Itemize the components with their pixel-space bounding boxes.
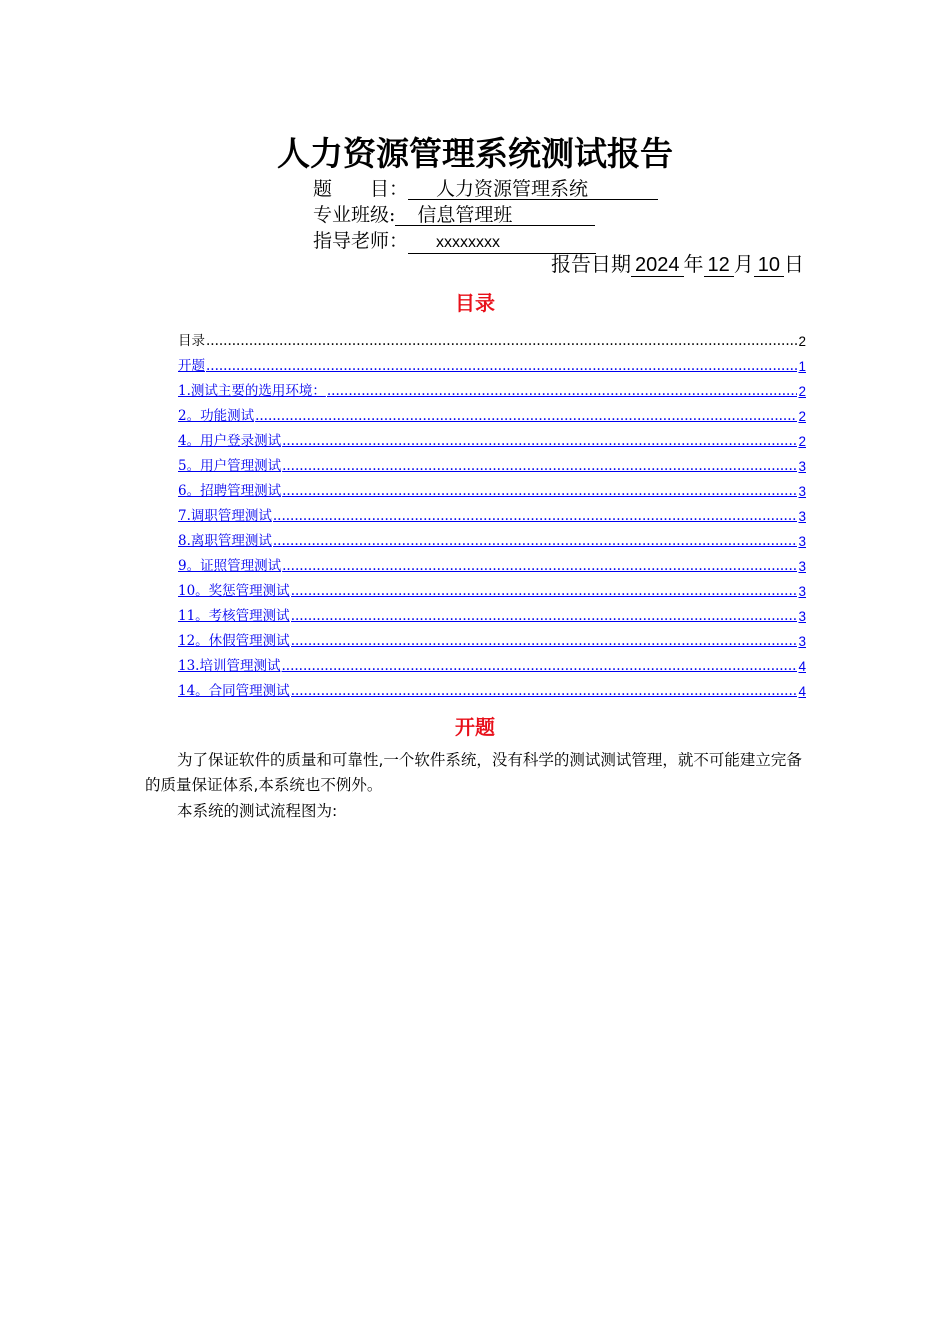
toc-entry-page: 2 xyxy=(798,334,806,349)
toc-entry-text: 12。休假管理测试 xyxy=(178,633,290,649)
teacher-label: 指导老师： xyxy=(313,230,409,252)
toc-entry-text: 4。用户登录测试 xyxy=(178,433,282,449)
toc-entry-page: 3 xyxy=(798,509,806,524)
toc-leader xyxy=(273,533,798,549)
date-year: 2024 xyxy=(631,254,684,277)
topic-label: 题 目： xyxy=(313,178,409,200)
toc-entry xyxy=(178,324,806,349)
toc-leader xyxy=(291,608,798,624)
toc-leader xyxy=(273,508,798,524)
date-year-unit: 年 xyxy=(683,252,704,276)
toc-entry-text: 1.测试主要的选用环境： xyxy=(178,383,326,399)
toc-entry-page: 3 xyxy=(798,559,806,574)
toc-entry-text: 9。证照管理测试 xyxy=(178,558,282,574)
body-paragraph: 为了保证软件的质量和可靠性,一个软件系统，没有科学的测试测试管理，就不可能建立完备的质量保证体系,本系统也不例外。 xyxy=(145,751,802,794)
toc-entry-text: 13.培训管理测试 xyxy=(178,658,281,674)
toc-entry-page: 3 xyxy=(798,459,806,474)
toc-link[interactable] xyxy=(178,674,806,699)
meta-class xyxy=(313,200,595,227)
toc-entry-page: 2 xyxy=(798,409,806,424)
toc-entry-page: 3 xyxy=(798,584,806,599)
body-paragraph: 本系统的测试流程图为: xyxy=(177,802,338,820)
toc-entry-page: 3 xyxy=(798,609,806,624)
toc-leader xyxy=(291,633,798,649)
toc-link[interactable] xyxy=(178,374,806,399)
toc-leader xyxy=(281,658,797,674)
toc-leader xyxy=(282,483,797,499)
toc-entry-text: 2。功能测试 xyxy=(178,408,255,424)
toc-leader xyxy=(327,383,798,399)
toc-link[interactable] xyxy=(178,449,806,474)
date-month-unit: 月 xyxy=(733,252,754,276)
toc-link[interactable] xyxy=(178,574,806,599)
toc-entry-text: 6。招聘管理测试 xyxy=(178,483,282,499)
toc-leader xyxy=(206,333,797,349)
toc-link[interactable] xyxy=(178,399,806,424)
toc-entry-page: 1 xyxy=(798,359,806,374)
toc-leader xyxy=(291,583,798,599)
toc-entry-page: 3 xyxy=(798,484,806,499)
meta-topic xyxy=(313,174,658,201)
toc-link[interactable] xyxy=(178,549,806,574)
class-label: 专业班级: xyxy=(313,204,396,226)
class-value: 信息管理班 xyxy=(395,205,595,226)
toc-link[interactable] xyxy=(178,649,806,674)
toc-entry-page: 3 xyxy=(798,534,806,549)
section-heading: 开题 xyxy=(455,715,495,739)
toc-entry-page: 2 xyxy=(798,384,806,399)
toc-leader xyxy=(255,408,797,424)
toc-leader xyxy=(282,433,797,449)
toc-entry-text: 8.离职管理测试 xyxy=(178,533,272,549)
toc-entry-text: 14。合同管理测试 xyxy=(178,683,290,699)
toc-leader xyxy=(291,683,798,699)
topic-value: 人力资源管理系统 xyxy=(408,179,658,200)
toc-heading: 目录 xyxy=(455,291,495,315)
toc-entry-text: 7.调职管理测试 xyxy=(178,508,272,524)
document-title: 人力资源管理系统测试报告 xyxy=(277,134,673,173)
toc-entry-page: 3 xyxy=(798,634,806,649)
date-day: 10 xyxy=(754,254,784,277)
toc-entry-text: 5。用户管理测试 xyxy=(178,458,282,474)
report-date xyxy=(551,248,804,277)
toc-entry-text: 开题 xyxy=(178,358,205,374)
toc-link[interactable] xyxy=(178,349,806,374)
toc-entry-text: 11。考核管理测试 xyxy=(178,608,290,624)
toc-link[interactable] xyxy=(178,624,806,649)
date-day-unit: 日 xyxy=(784,252,804,276)
toc-entry-page: 4 xyxy=(798,659,806,674)
toc-leader xyxy=(282,558,797,574)
table-of-contents xyxy=(178,324,806,699)
toc-entry-text: 目录 xyxy=(178,333,205,349)
toc-leader xyxy=(282,458,797,474)
toc-link[interactable] xyxy=(178,524,806,549)
toc-entry-page: 4 xyxy=(798,684,806,699)
toc-entry-page: 2 xyxy=(798,434,806,449)
toc-entry-text: 10。奖惩管理测试 xyxy=(178,583,290,599)
toc-link[interactable] xyxy=(178,599,806,624)
toc-link[interactable] xyxy=(178,474,806,499)
teacher-value: xxxxxxxx xyxy=(408,233,596,254)
toc-leader xyxy=(206,358,797,374)
date-label: 报告日期 xyxy=(551,252,631,276)
toc-link[interactable] xyxy=(178,499,806,524)
date-month: 12 xyxy=(704,254,734,277)
toc-link[interactable] xyxy=(178,424,806,449)
